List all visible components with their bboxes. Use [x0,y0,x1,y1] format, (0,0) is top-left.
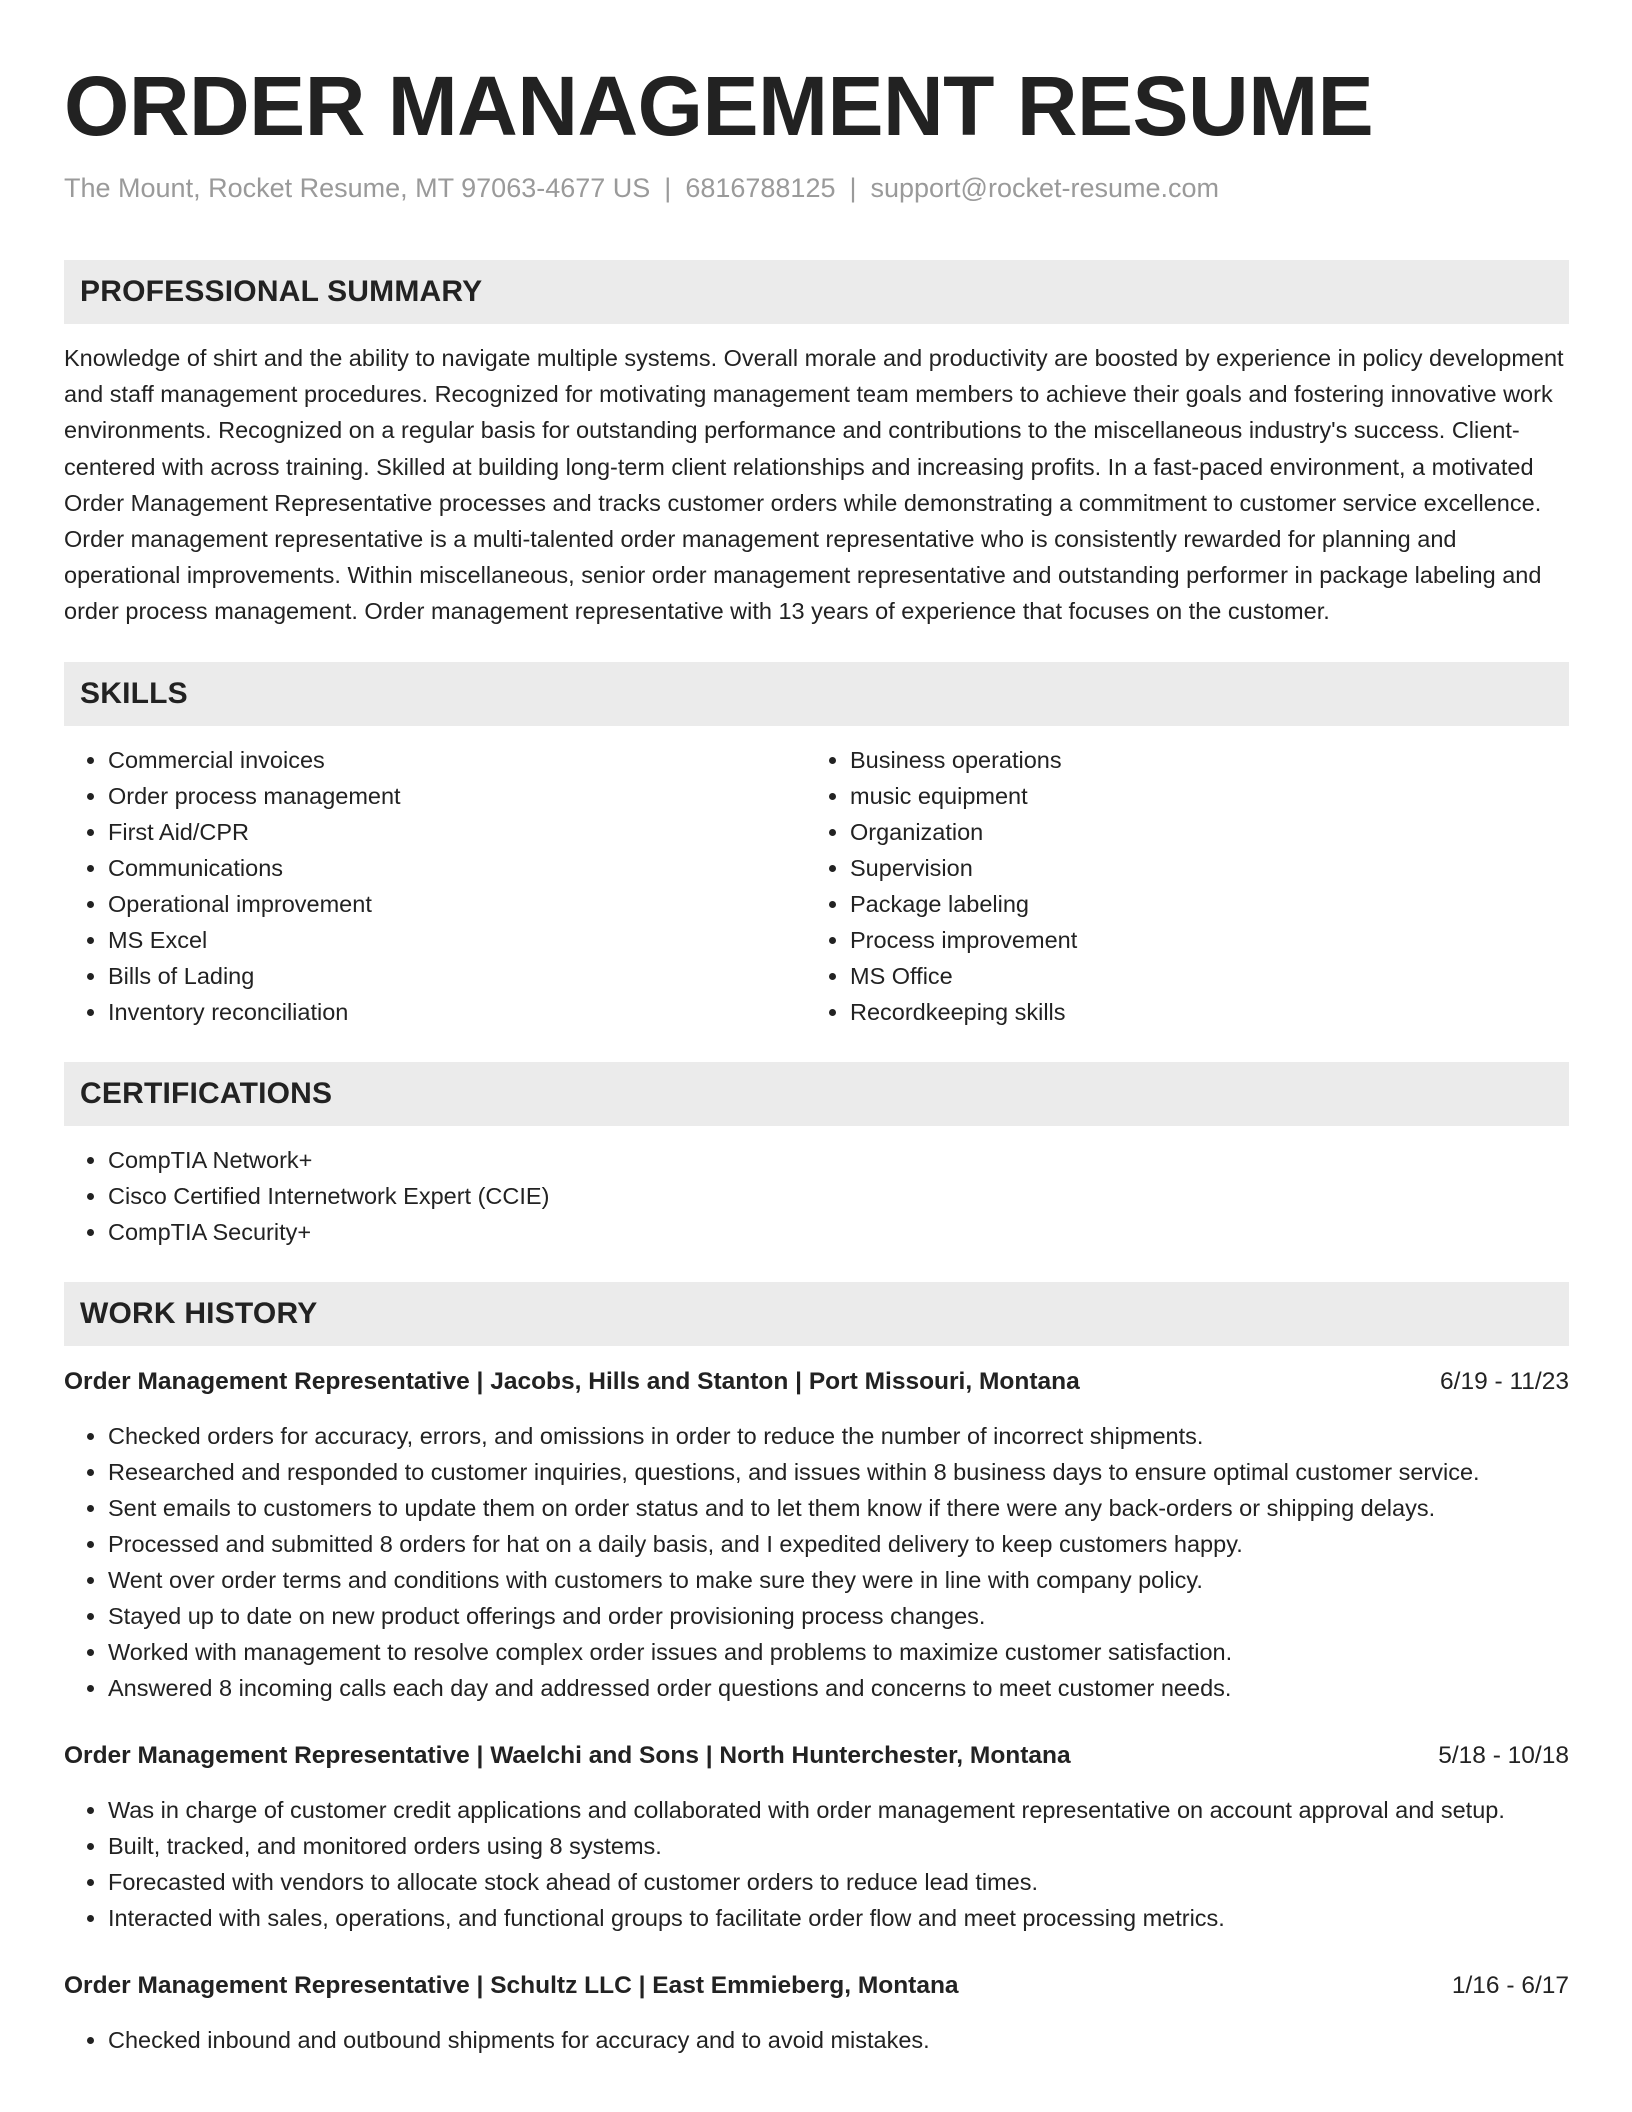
job-title: Order Management Representative | Waelchi and Sons | North Hunterchester, Montana [64,1741,1071,1769]
job-bullet: • Went over order terms and conditions with customers to make sure they were in line with company policy. [108,1562,1569,1598]
job-bullet: • Sent emails to customers to update them on order status and to let them know if there were any back-orders or shipping delays. [108,1490,1569,1526]
skill-item: • Package labeling [850,886,1548,922]
job-bullet: • Forecasted with vendors to allocate stock ahead of customer orders to reduce lead times. [108,1864,1569,1900]
job-entry [64,1738,1569,1936]
job-dates: 6/19 - 11/23 [1440,1367,1569,1395]
skill-item: • music equipment [850,778,1548,814]
job-bullet-list [64,2022,1569,2058]
skills-list-left [64,742,806,1030]
job-title: Order Management Representative | Jacobs, Hills and Stanton | Port Missouri, Montana [64,1367,1080,1395]
section-heading-skills: SKILLS [64,662,1569,726]
job-bullet: • Researched and responded to customer inquiries, questions, and issues within 8 business days to ensure optimal customer service. [108,1454,1569,1490]
certification-item: • CompTIA Network+ [108,1142,1569,1178]
job-entry [64,1968,1569,2058]
job-header [64,1968,1569,2004]
skill-item: • Business operations [850,742,1548,778]
job-bullet: • Stayed up to date on new product offerings and order provisioning process changes. [108,1598,1569,1634]
job-dates: 5/18 - 10/18 [1438,1741,1569,1769]
job-bullet: • Checked orders for accuracy, errors, and omissions in order to reduce the number of incorrect shipments. [108,1418,1569,1454]
job-bullet-list [64,1792,1569,1936]
job-entry [64,1364,1569,1706]
skill-item: • Inventory reconciliation [108,994,806,1030]
job-bullet: • Processed and submitted 8 orders for hat on a daily basis, and I expedited delivery to keep customers happy. [108,1526,1569,1562]
skill-item: • First Aid/CPR [108,814,806,850]
skill-item: • Recordkeeping skills [850,994,1548,1030]
skill-item: • Bills of Lading [108,958,806,994]
job-title: Order Management Representative | Schultz LLC | East Emmieberg, Montana [64,1971,959,1999]
certification-item: • Cisco Certified Internetwork Expert (CCIE) [108,1178,1569,1214]
skills-columns [64,742,1569,1030]
skill-item: • Order process management [108,778,806,814]
contact-line [64,170,1569,206]
skill-item: • Operational improvement [108,886,806,922]
resume-title: ORDER MANAGEMENT RESUME [64,59,1374,153]
section-heading-certifications: CERTIFICATIONS [64,1062,1569,1126]
contact-email: support@rocket-resume.com [870,173,1220,203]
certification-item: • CompTIA Security+ [108,1214,1569,1250]
job-header [64,1738,1569,1774]
job-bullet: • Worked with management to resolve complex order issues and problems to maximize customer satisfaction. [108,1634,1569,1670]
job-bullet: • Checked inbound and outbound shipments for accuracy and to avoid mistakes. [108,2022,1569,2058]
skill-item: • Communications [108,850,806,886]
job-dates: 1/16 - 6/17 [1451,1971,1569,1999]
job-bullet-list [64,1418,1569,1706]
job-bullet: • Was in charge of customer credit applications and collaborated with order management representative on account approval and setup. [108,1792,1569,1828]
contact-separator: | [664,173,672,203]
job-bullet: • Built, tracked, and monitored orders using 8 systems. [108,1828,1569,1864]
contact-address: The Mount, Rocket Resume, MT 97063-4677 US [64,173,651,203]
skill-item: • MS Excel [108,922,806,958]
job-bullet: • Answered 8 incoming calls each day and addressed order questions and concerns to meet customer needs. [108,1670,1569,1706]
certifications-list [64,1142,1569,1250]
resume-page [64,56,1569,2058]
contact-separator: | [849,173,857,203]
skill-item: • Organization [850,814,1548,850]
skills-column-left [64,742,806,1030]
job-bullet: • Interacted with sales, operations, and functional groups to facilitate order flow and meet processing metrics. [108,1900,1569,1936]
skill-item: • Supervision [850,850,1548,886]
section-heading-work-history: WORK HISTORY [64,1282,1569,1346]
skills-list-right [806,742,1548,1030]
skills-column-right [806,742,1548,1030]
skill-item: • Process improvement [850,922,1548,958]
skill-item: • MS Office [850,958,1548,994]
section-heading-summary: PROFESSIONAL SUMMARY [64,260,1569,324]
contact-phone: 6816788125 [685,173,836,203]
skill-item: • Commercial invoices [108,742,806,778]
job-header [64,1364,1569,1400]
summary-paragraph: Knowledge of shirt and the ability to navigate multiple systems. Overall morale and productivity are boosted by experience in policy development and staff management procedures. Recognized for motivating management team members to achieve their goals and fostering innovative work environments. Recognized on a regular basis for outstanding performance and contributions to the miscellaneous industry's success. Client-centered with across training. Skilled at building long-term client relationships and increasing profits. In a fast-paced environment, a motivated Order Management Representative processes and tracks customer orders while demonstrating a commitment to customer service excellence. Order management representative is a multi-talented order management representative who is consistently rewarded for planning and operational improvements. Within miscellaneous, senior order management representative and outstanding performer in package labeling and order process management. Order management representative with 13 years of experience that focuses on the customer. [64,345,1564,625]
